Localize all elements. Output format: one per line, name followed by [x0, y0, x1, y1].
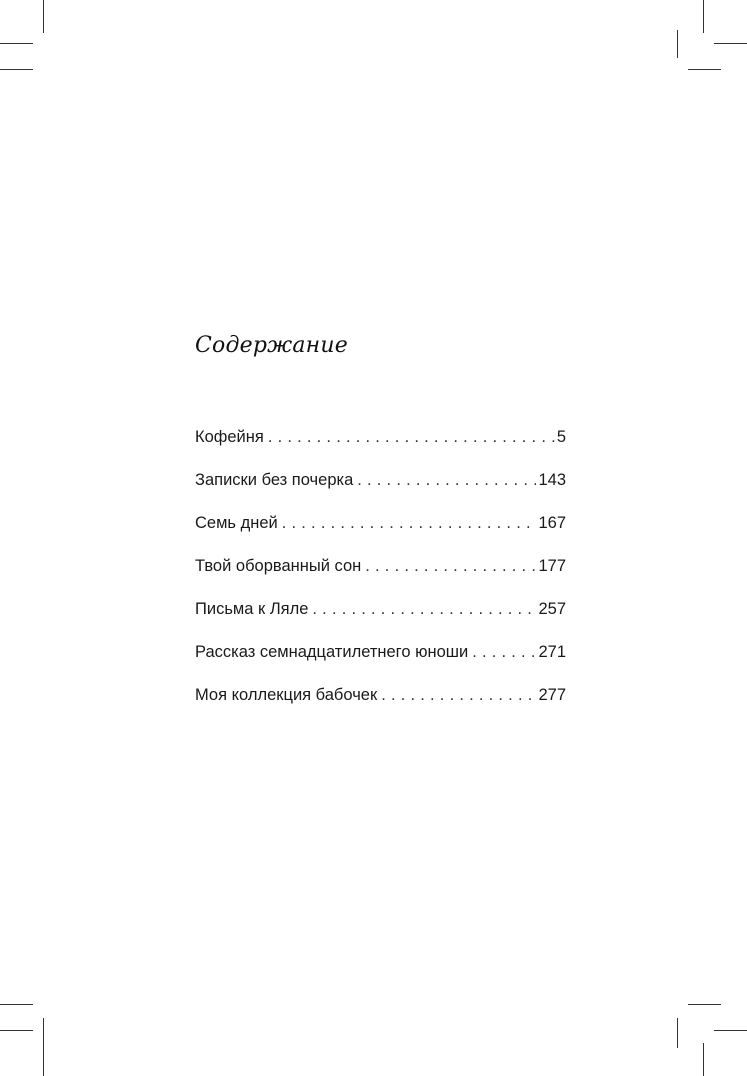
toc-entry-page: 177	[538, 557, 566, 575]
toc-entry[interactable]	[195, 512, 566, 555]
table-of-contents	[195, 426, 566, 727]
dot-leader	[312, 598, 536, 620]
toc-entry-page: 5	[556, 428, 566, 446]
crop-mark-bottom-left-v	[43, 1018, 44, 1076]
crop-mark-bottom-right-h2	[714, 1030, 747, 1031]
toc-entry-page: 143	[538, 471, 566, 489]
crop-mark-top-right-v	[703, 0, 704, 33]
toc-entry[interactable]	[195, 426, 566, 469]
toc-entry-page: 271	[538, 643, 566, 661]
crop-mark-top-left-h	[0, 43, 33, 44]
toc-entry-page: 167	[538, 514, 566, 532]
dot-leader	[268, 426, 555, 448]
toc-entry[interactable]	[195, 598, 566, 641]
crop-mark-top-left-h2	[0, 69, 33, 70]
contents-title: Содержание	[195, 333, 348, 358]
toc-entry-title: Записки без почерка	[195, 471, 354, 489]
crop-mark-top-right-h	[714, 43, 747, 44]
toc-entry-title: Рассказ семнадцатилетнего юноши	[195, 643, 469, 661]
crop-mark-top-right-h2	[688, 69, 721, 70]
toc-entry[interactable]	[195, 684, 566, 727]
dot-leader	[282, 512, 537, 534]
dot-leader	[381, 684, 536, 706]
toc-entry[interactable]	[195, 469, 566, 512]
crop-mark-bottom-right-v	[677, 1018, 678, 1048]
toc-entry-title: Твой оборванный сон	[195, 557, 362, 575]
crop-mark-bottom-right-v2	[703, 1043, 704, 1076]
toc-entry-title: Семь дней	[195, 514, 278, 532]
crop-mark-top-left-v	[43, 0, 44, 33]
dot-leader	[357, 469, 536, 491]
crop-mark-bottom-right-h	[688, 1004, 721, 1005]
crop-mark-bottom-left-h	[0, 1004, 33, 1005]
toc-entry[interactable]	[195, 641, 566, 684]
crop-mark-bottom-left-h2	[0, 1030, 33, 1031]
crop-mark-top-right-v2	[677, 30, 678, 58]
toc-entry-page: 257	[538, 600, 566, 618]
dot-leader	[365, 555, 536, 577]
toc-entry-title: Моя коллекция бабочек	[195, 686, 378, 704]
toc-entry[interactable]	[195, 555, 566, 598]
toc-entry-page: 277	[538, 686, 566, 704]
toc-entry-title: Письма к Ляле	[195, 600, 309, 618]
toc-entry-title: Кофейня	[195, 428, 264, 446]
dot-leader	[472, 641, 536, 663]
